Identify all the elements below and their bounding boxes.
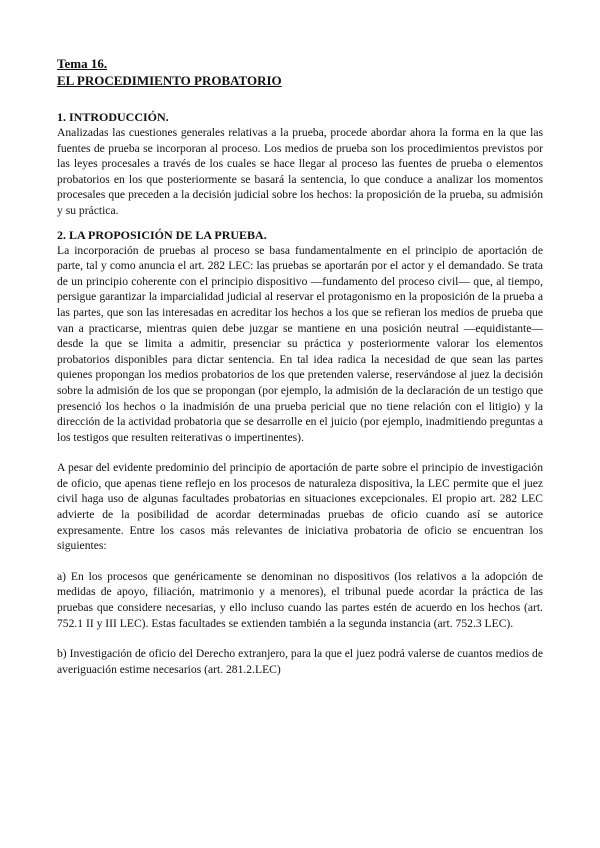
paragraph: La incorporación de pruebas al proceso se basa fundamentalmente en el principio de aportación de parte, tal y como anuncia el art. 282 LEC: las pruebas se aportarán por el actor y el demandado. Se trata de un principio coherente con el principio dispositivo —fundamento del proceso civil— que, al tiempo, persigue garantizar la imparcialidad judicial al reservar el protagonismo en la proposición de la prueba a las partes, que son las interesadas en acreditar los hechos a los que se refieran los medios de prueba que van a practicarse, mientras quien debe juzgar se mantiene en una posición neutral —equidistante— desde la que se limita a admitir, presenciar su práctica y posteriormente valorar los elementos probatorios disponibles para dictar sentencia. En tal idea radica la necesidad de que sean las partes quienes propongan los medios probatorios de los que pretenden valerse, reservándose al juez la decisión sobre la admisión de los que se propongan (por ejemplo, la admisión de la declaración de un testigo que presenció los hechos o la inadmisión de una prueba pericial que no tiene relación con el litigio) y la dirección de la actividad probatoria que se desarrolle en el juicio (por ejemplo, inadmitiendo preguntas a los testigos que resulten reiterativas o impertinentes). [57,243,543,444]
section-introduccion [57,109,543,219]
list-item-b: b) Investigación de oficio del Derecho extranjero, para la que el juez podrá valerse de cuantos medios de averiguación estime necesarios (art. 281.2.LEC) [57,647,543,676]
section-proposicion [57,227,543,678]
section-heading: 2. LA PROPOSICIÓN DE LA PRUEBA. [57,227,267,242]
tema-label: Tema 16. [57,56,108,71]
list-item-a: a) En los procesos que genéricamente se denominan no dispositivos (los relativos a la adopción de medidas de apoyo, filiación, matrimonio y a menores), el tribunal puede acordar la práctica de las pruebas que considere necesarias, y ello incluso cuando las partes estén de acuerdo en los hechos (art. 752.1 II y III LEC). Estas facultades se extienden también a la segunda instancia (art. 752.3 LEC). [57,569,543,630]
paragraph: Analizadas las cuestiones generales relativas a la prueba, procede abordar ahora la forma en la que las fuentes de prueba se incorporan al proceso. Los medios de prueba son los procedimientos previstos por las leyes procesales a través de los cuales se hace llegar al proceso las fuentes de prueba o elementos probatorios en los que posteriormente se basará la sentencia, lo que conduce a analizar los momentos procesales que preceden a la decisión judicial sobre los hechos: la proposición de la prueba, su admisión y su práctica. [57,126,543,217]
document-page [57,55,543,677]
page-title: EL PROCEDIMIENTO PROBATORIO [57,73,282,88]
paragraph: A pesar del evidente predominio del principio de aportación de parte sobre el principio de investigación de oficio, que apenas tiene reflejo en los procesos de naturaleza dispositiva, la LEC permite que el juez civil haga uso de algunas facultades probatorias en situaciones excepcionales. El propio art. 282 LEC advierte de la posibilidad de acordar determinadas pruebas de oficio cuando así se autorice expresamente. Entre los casos más relevantes de iniciativa probatoria de oficio se encuentran los siguientes: [57,461,543,553]
section-heading: 1. INTRODUCCIÓN. [57,110,169,124]
